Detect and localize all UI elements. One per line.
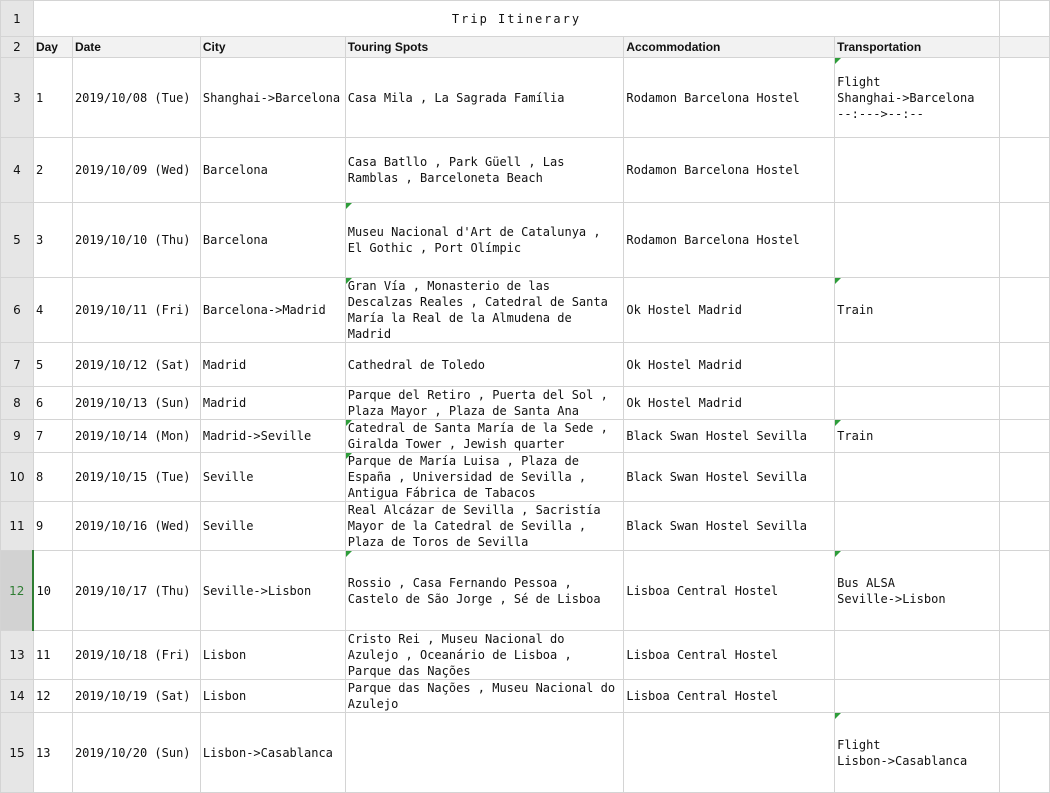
header-city[interactable]: City	[200, 37, 345, 58]
city-cell[interactable]: Lisbon->Casablanca	[200, 713, 345, 793]
cell[interactable]	[1000, 680, 1050, 713]
city-cell[interactable]: Barcelona	[200, 203, 345, 278]
header-touring-spots[interactable]: Touring Spots	[345, 37, 624, 58]
accommodation-cell[interactable]: Rodamon Barcelona Hostel	[624, 58, 835, 138]
transportation-cell[interactable]	[835, 631, 1000, 680]
cell[interactable]	[1000, 58, 1050, 138]
city-cell[interactable]: Seville	[200, 502, 345, 551]
day-cell[interactable]: 11	[33, 631, 72, 680]
spots-cell[interactable]: Gran Vía , Monasterio de las Descalzas Reales , Catedral de Santa María la Real de la Almudena de Madrid	[345, 278, 624, 343]
spots-cell[interactable]: Cathedral de Toledo	[345, 343, 624, 387]
table-row	[1, 502, 1050, 551]
day-cell[interactable]: 3	[33, 203, 72, 278]
date-cell[interactable]: 2019/10/20 (Sun)	[72, 713, 200, 793]
accommodation-cell[interactable]: Ok Hostel Madrid	[624, 278, 835, 343]
table-row	[1, 680, 1050, 713]
sheet-title[interactable]: Trip Itinerary	[33, 1, 999, 37]
cell[interactable]	[1000, 138, 1050, 203]
header-day[interactable]: Day	[33, 37, 72, 58]
day-cell[interactable]: 1	[33, 58, 72, 138]
transport-line: Train	[837, 429, 874, 443]
city-cell[interactable]: Lisbon	[200, 631, 345, 680]
row-header[interactable]: 6	[1, 278, 34, 343]
day-cell[interactable]: 13	[33, 713, 72, 793]
transport-line: Lisbon->Casablanca	[837, 753, 968, 768]
cell[interactable]	[1000, 387, 1050, 420]
header-accommodation[interactable]: Accommodation	[624, 37, 835, 58]
spots-cell[interactable]: Parque de María Luisa , Plaza de España , Universidad de Sevilla , Antigua Fábrica de Tabacos	[345, 453, 624, 502]
cell[interactable]	[1000, 631, 1050, 680]
date-cell[interactable]: 2019/10/08 (Tue)	[72, 58, 200, 138]
row-header[interactable]: 15	[1, 713, 34, 793]
cell[interactable]	[1000, 37, 1050, 58]
date-cell[interactable]: 2019/10/15 (Tue)	[72, 453, 200, 502]
row-header[interactable]: 11	[1, 502, 34, 551]
date-cell[interactable]: 2019/10/14 (Mon)	[72, 420, 200, 453]
day-cell[interactable]: 7	[33, 420, 72, 453]
row-header[interactable]: 7	[1, 343, 34, 387]
cell[interactable]	[1000, 278, 1050, 343]
city-cell[interactable]: Barcelona->Madrid	[200, 278, 345, 343]
transport-line: Bus ALSA	[837, 575, 895, 590]
cell[interactable]	[1000, 1, 1050, 37]
transportation-cell[interactable]	[835, 138, 1000, 203]
table-row	[1, 387, 1050, 420]
accommodation-cell[interactable]: Black Swan Hostel Sevilla	[624, 502, 835, 551]
cell[interactable]	[1000, 551, 1050, 631]
accommodation-cell[interactable]	[624, 713, 835, 793]
cell[interactable]	[1000, 502, 1050, 551]
transportation-cell[interactable]	[835, 551, 1000, 631]
city-cell[interactable]: Barcelona	[200, 138, 345, 203]
day-cell[interactable]: 6	[33, 387, 72, 420]
row-header[interactable]: 9	[1, 420, 34, 453]
transport-line: Flight	[837, 737, 881, 752]
date-cell[interactable]: 2019/10/09 (Wed)	[72, 138, 200, 203]
row-header[interactable]: 5	[1, 203, 34, 278]
accommodation-cell[interactable]: Black Swan Hostel Sevilla	[624, 453, 835, 502]
row-header[interactable]: 12	[1, 551, 34, 631]
day-cell[interactable]: 9	[33, 502, 72, 551]
table-row	[1, 551, 1050, 631]
transportation-cell[interactable]	[835, 502, 1000, 551]
cell[interactable]	[1000, 343, 1050, 387]
table-row	[1, 278, 1050, 343]
city-cell[interactable]: Madrid	[200, 387, 345, 420]
city-cell[interactable]: Seville	[200, 453, 345, 502]
spots-cell[interactable]: Cristo Rei , Museu Nacional do Azulejo , Oceanário de Lisboa , Parque das Nações	[345, 631, 624, 680]
row-header[interactable]: 3	[1, 58, 34, 138]
accommodation-cell[interactable]: Ok Hostel Madrid	[624, 343, 835, 387]
row-header[interactable]: 2	[1, 37, 34, 58]
transportation-cell[interactable]	[835, 453, 1000, 502]
transport-line: Flight	[837, 74, 881, 89]
accommodation-cell[interactable]: Rodamon Barcelona Hostel	[624, 138, 835, 203]
spots-cell[interactable]: Casa Mila , La Sagrada Família	[345, 58, 624, 138]
accommodation-cell[interactable]: Rodamon Barcelona Hostel	[624, 203, 835, 278]
accommodation-cell[interactable]: Lisboa Central Hostel	[624, 551, 835, 631]
transport-line: Seville->Lisbon	[837, 591, 946, 606]
day-cell[interactable]: 2	[33, 138, 72, 203]
table-row	[1, 138, 1050, 203]
accommodation-cell[interactable]: Ok Hostel Madrid	[624, 387, 835, 420]
cell[interactable]	[1000, 203, 1050, 278]
table-row	[1, 631, 1050, 680]
date-cell[interactable]: 2019/10/18 (Fri)	[72, 631, 200, 680]
spots-cell[interactable]: Real Alcázar de Sevilla , Sacristía Mayor de la Catedral de Sevilla , Plaza de Toros de Sevilla	[345, 502, 624, 551]
spots-cell[interactable]: Rossio , Casa Fernando Pessoa , Castelo de São Jorge , Sé de Lisboa	[345, 551, 624, 631]
accommodation-cell[interactable]: Lisboa Central Hostel	[624, 631, 835, 680]
row-header[interactable]: 13	[1, 631, 34, 680]
transportation-cell[interactable]	[835, 203, 1000, 278]
transportation-cell[interactable]	[835, 680, 1000, 713]
city-cell[interactable]: Shanghai->Barcelona	[200, 58, 345, 138]
transportation-cell[interactable]	[835, 713, 1000, 793]
city-cell[interactable]: Madrid->Seville	[200, 420, 345, 453]
date-cell[interactable]: 2019/10/19 (Sat)	[72, 680, 200, 713]
table-row	[1, 343, 1050, 387]
city-cell[interactable]: Seville->Lisbon	[200, 551, 345, 631]
day-cell[interactable]: 5	[33, 343, 72, 387]
transport-line: Train	[837, 303, 874, 317]
day-cell[interactable]: 8	[33, 453, 72, 502]
city-cell[interactable]: Madrid	[200, 343, 345, 387]
cell[interactable]	[1000, 420, 1050, 453]
day-cell[interactable]: 10	[33, 551, 72, 631]
transportation-cell[interactable]	[835, 387, 1000, 420]
transportation-cell[interactable]	[835, 420, 1000, 453]
cell[interactable]	[1000, 453, 1050, 502]
spots-cell[interactable]: Catedral de Santa María de la Sede , Giralda Tower , Jewish quarter	[345, 420, 624, 453]
city-cell[interactable]: Lisbon	[200, 680, 345, 713]
transportation-cell[interactable]	[835, 278, 1000, 343]
row-header[interactable]: 4	[1, 138, 34, 203]
table-row	[1, 58, 1050, 138]
table-row	[1, 420, 1050, 453]
header-date[interactable]: Date	[72, 37, 200, 58]
row-header[interactable]: 1	[1, 1, 34, 37]
header-transportation[interactable]: Transportation	[835, 37, 1000, 58]
table-row	[1, 453, 1050, 502]
day-cell[interactable]: 4	[33, 278, 72, 343]
transport-line: --:--->--:--	[837, 106, 924, 121]
day-cell[interactable]: 12	[33, 680, 72, 713]
transportation-cell[interactable]	[835, 343, 1000, 387]
date-cell[interactable]: 2019/10/16 (Wed)	[72, 502, 200, 551]
spots-cell[interactable]: Parque del Retiro , Puerta del Sol , Plaza Mayor , Plaza de Santa Ana	[345, 387, 624, 420]
accommodation-cell[interactable]: Black Swan Hostel Sevilla	[624, 420, 835, 453]
date-cell[interactable]: 2019/10/12 (Sat)	[72, 343, 200, 387]
spots-cell[interactable]	[345, 713, 624, 793]
date-cell[interactable]: 2019/10/17 (Thu)	[72, 551, 200, 631]
row-header[interactable]: 10	[1, 453, 34, 502]
table-row	[1, 713, 1050, 793]
date-cell[interactable]: 2019/10/10 (Thu)	[72, 203, 200, 278]
table-row	[1, 203, 1050, 278]
cell[interactable]	[1000, 713, 1050, 793]
spots-cell[interactable]: Casa Batllo , Park Güell , Las Ramblas , Barceloneta Beach	[345, 138, 624, 203]
spots-cell[interactable]: Parque das Nações , Museu Nacional do Azulejo	[345, 680, 624, 713]
spots-cell[interactable]: Museu Nacional d'Art de Catalunya , El Gothic , Port Olímpic	[345, 203, 624, 278]
transportation-cell[interactable]	[835, 58, 1000, 138]
row-header[interactable]: 14	[1, 680, 34, 713]
date-cell[interactable]: 2019/10/11 (Fri)	[72, 278, 200, 343]
accommodation-cell[interactable]: Lisboa Central Hostel	[624, 680, 835, 713]
date-cell[interactable]: 2019/10/13 (Sun)	[72, 387, 200, 420]
transport-line: Shanghai->Barcelona	[837, 90, 975, 105]
row-header[interactable]: 8	[1, 387, 34, 420]
